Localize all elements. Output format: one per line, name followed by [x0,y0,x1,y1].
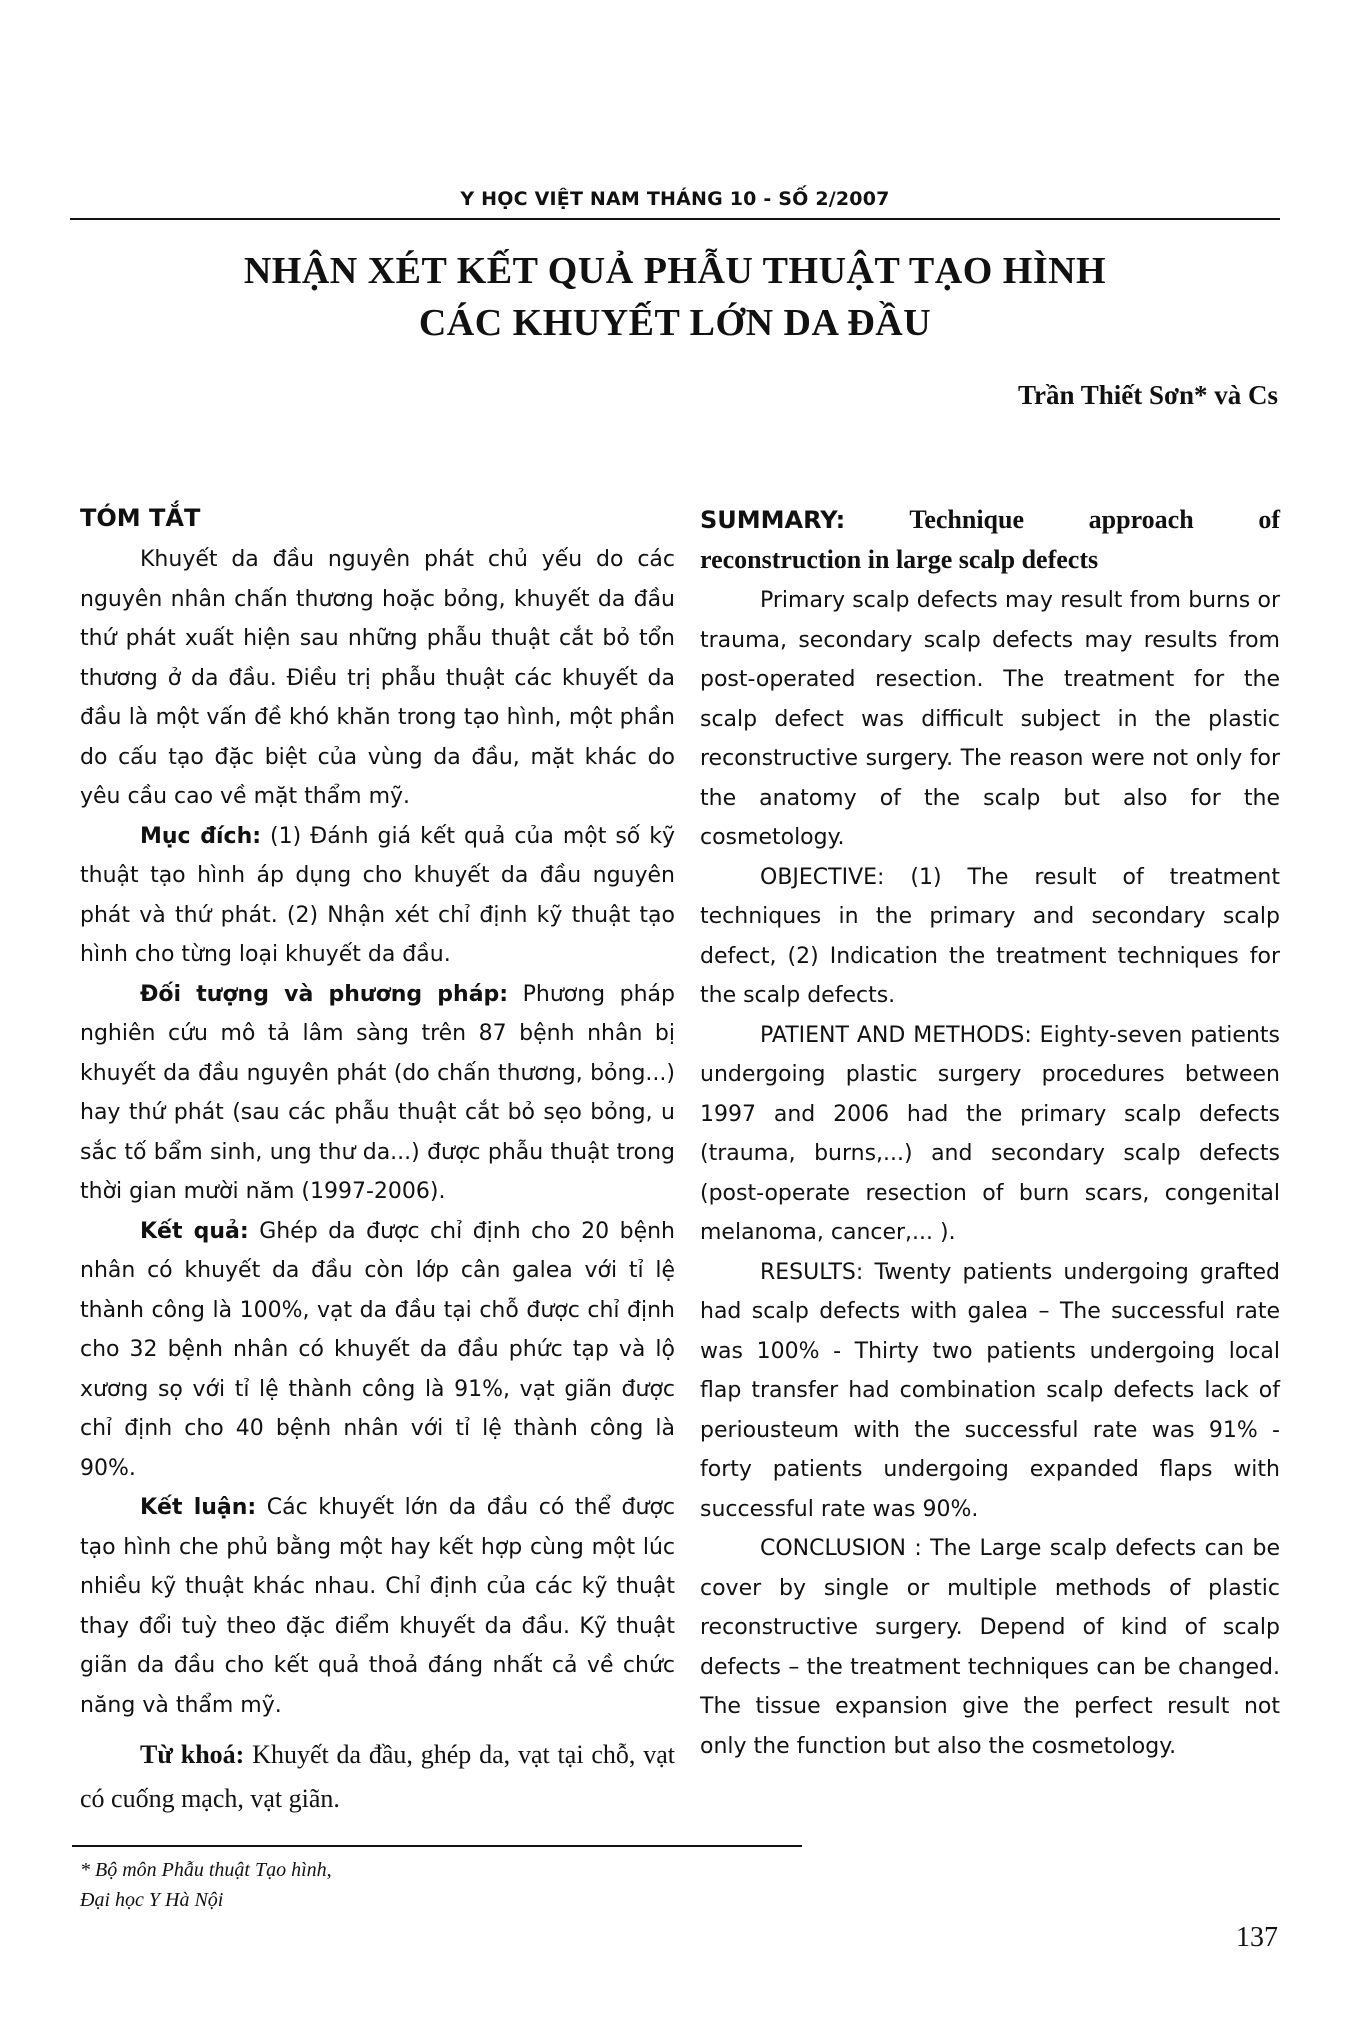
conclusion-text: Các khuyết lớn da đầu có thể được tạo hình che phủ bằng một hay kết hợp cùng một lúc nhiều kỹ thuật khác nhau. Chỉ định của các kỹ thuật thay đổi tuỳ theo đặc điểm khuyết da đầu. Kỹ thuật giãn da đầu cho kết quả thoả đáng nhất cả về chức năng và thẩm mỹ. [80,1495,675,1718]
abstract-english [700,500,1280,1766]
article-title [150,245,1200,349]
keywords-text: Khuyết da đầu, ghép da, vạt tại chỗ, vạt có cuống mạch, vạt giãn. [80,1740,675,1813]
footnote-rule [72,1845,802,1847]
methods-label: Đối tượng và phương pháp: [140,981,509,1007]
page-number: 137 [1236,1922,1278,1953]
abstract-heading: TÓM TẮT [80,504,201,532]
keywords [80,1733,675,1821]
header-rule [70,218,1280,220]
summary-title: Technique approach of [845,505,1280,534]
footnote [80,1855,680,1915]
summary-objective: OBJECTIVE: (1) The result of treatment techniques in the primary and secondary scalp defect, (2) Indication the treatment techniques for the scalp defects. [700,864,1280,1008]
summary-conclusion: CONCLUSION : The Large scalp defects can be cover by single or multiple methods of plastic reconstructive surgery. Depend of kind of scalp defects – the treatment techniques can be changed. The tissue expansion give the perfect result not only the function but also the cosmetology. [700,1536,1280,1759]
abstract-results [80,1212,675,1489]
summary-results: RESULTS: Twenty patients undergoing grafted had scalp defects with galea – The successful rate was 100% - Thirty two patients undergoing local flap transfer had combination scalp defects lack of periousteum with the successful rate was 91% - forty patients undergoing expanded flaps with successful rate was 90%. [700,1259,1280,1522]
summary-heading [700,500,1280,540]
summary-label: SUMMARY: [700,506,846,534]
abstract-vietnamese [80,500,675,1821]
journal-header: Y HỌC VIỆT NAM THÁNG 10 - SỐ 2/2007 [460,188,890,210]
footnote-line-2: Đại học Y Hà Nội [80,1889,224,1911]
methods-text: Phương pháp nghiên cứu mô tả lâm sàng trên 87 bệnh nhân bị khuyết da đầu nguyên phát (do chấn thương, bỏng...) hay thứ phát (sau các phẫu thuật cắt bỏ sẹo bỏng, u sắc tố bẩm sinh, ung thư da...) được phẫu thuật trong thời gian mười năm (1997-2006). [80,981,675,1204]
purpose-text: (1) Đánh giá kết quả của một số kỹ thuật tạo hình áp dụng cho khuyết da đầu nguyên phát và thứ phát. (2) Nhận xét chỉ định kỹ thuật tạo hình cho từng loại khuyết da đầu. [80,823,675,967]
summary-patients: PATIENT AND METHODS: Eighty-seven patients undergoing plastic surgery procedures between 1997 and 2006 had the primary scalp defects (trauma, burns,...) and secondary scalp defects (post-operate resection of burn scars, congenital melanoma, cancer,... ). [700,1022,1280,1245]
authors: Trần Thiết Sơn* và Cs [1017,380,1278,410]
title-line-1: NHẬN XÉT KẾT QUẢ PHẪU THUẬT TẠO HÌNH [243,250,1107,292]
abstract-conclusion [80,1488,675,1725]
abstract-methods [80,975,675,1212]
abstract-purpose [80,817,675,975]
results-label: Kết quả: [140,1218,249,1244]
purpose-label: Mục đích: [140,823,262,849]
abstract-intro: Khuyết da đầu nguyên phát chủ yếu do các nguyên nhân chấn thương hoặc bỏng, khuyết da đầu thứ phát xuất hiện sau những phẫu thuật cắt bỏ tổn thương ở da đầu. Điều trị phẫu thuật các khuyết da đầu là một vấn đề khó khăn trong tạo hình, một phần do cấu tạo đặc biệt của vùng da đầu, mặt khác do yêu cầu cao về mặt thẩm mỹ. [80,547,675,809]
results-text: Ghép da được chỉ định cho 20 bệnh nhân có khuyết da đầu còn lớp cân galea với tỉ lệ thành công là 100%, vạt da đầu tại chỗ được chỉ định cho 32 bệnh nhân có khuyết da đầu phức tạp và lộ xương sọ với tỉ lệ thành công là 91%, vạt giãn được chỉ định cho 40 bệnh nhân với tỉ lệ thành công là 90%. [80,1218,676,1481]
summary-intro: Primary scalp defects may result from burns or trauma, secondary scalp defects may results from post-operated resection. The treatment for the scalp defect was difficult subject in the plastic reconstructive surgery. The reason were not only for the anatomy of the scalp but also for the cosmetology. [700,588,1280,850]
conclusion-label: Kết luận: [140,1495,257,1520]
title-line-2: CÁC KHUYẾT LỚN DA ĐẦU [418,302,932,344]
summary-subtitle: reconstruction in large scalp defects [700,545,1099,574]
footnote-line-1: * Bộ môn Phẫu thuật Tạo hình, [80,1859,332,1881]
keywords-label: Từ khoá: [140,1740,245,1769]
